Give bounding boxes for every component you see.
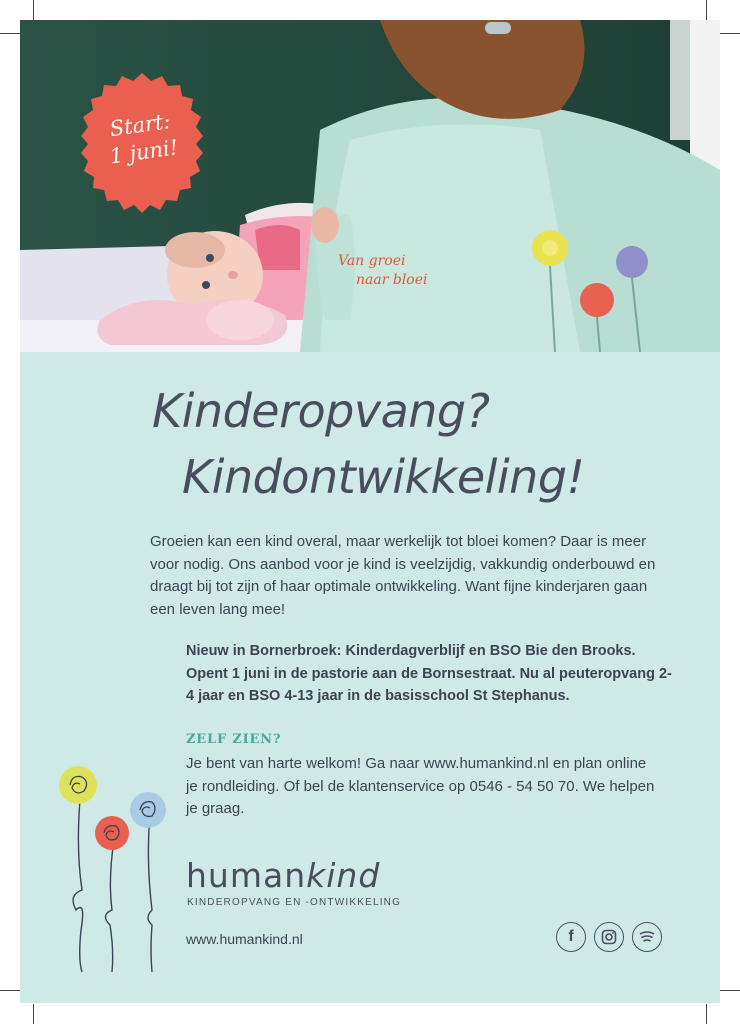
cta-heading: ZELF ZIEN? xyxy=(186,732,282,747)
tagline-line-2: naar bloei xyxy=(356,272,428,288)
podcast-icon[interactable] xyxy=(632,922,662,952)
tagline-line-1: Van groei xyxy=(338,253,406,269)
crop-mark xyxy=(33,1004,34,1024)
tagline xyxy=(338,252,427,290)
crop-mark xyxy=(720,33,740,34)
intro-paragraph: Groeien kan een kind overal, maar werkelijk tot bloei komen? Daar is meer voor nodig. Ons aanbod voor je kind is veelzijdig, vakkundig onderbouwd en draagt bij tot zijn of haar optimale ontwikkeling. Want fijne kinderjaren gaan een leven lang mee! xyxy=(150,533,656,618)
instagram-glyph xyxy=(601,929,617,945)
instagram-icon[interactable] xyxy=(594,922,624,952)
cta-paragraph: Je bent van harte welkom! Ga naar www.humankind.nl en plan online je rondleiding. Of bel de klantenservice op 0546 - 54 50 70. We helpen je graag. xyxy=(186,755,655,817)
flowers-illustration xyxy=(48,760,178,975)
waves-glyph xyxy=(638,930,656,944)
badge-line-1: Start: xyxy=(108,109,172,142)
crop-mark xyxy=(0,990,20,991)
news-paragraph: Nieuw in Bornerbroek: Kinderdagverblijf en BSO Bie den Brooks. Opent 1 juni in de pastorie aan de Bornsestraat. Nu al peuteropvang 2-4 jaar en BSO 4-13 jaar in de basisschool St Stephanus. xyxy=(186,643,672,704)
facebook-glyph: f xyxy=(568,928,574,945)
logo-part-1: human xyxy=(186,856,307,895)
headline-line-1: Kinderopvang? xyxy=(152,384,490,438)
crop-mark xyxy=(0,33,20,34)
humankind-logo xyxy=(186,856,380,895)
logo-part-2: kind xyxy=(306,856,381,895)
crop-mark xyxy=(706,0,707,20)
badge-line-2: 1 juni! xyxy=(108,135,180,169)
logo-subtitle: KINDEROPVANG EN -ONTWIKKELING xyxy=(187,897,402,908)
crop-mark xyxy=(33,0,34,20)
headline xyxy=(152,378,584,510)
headline-line-2: Kindontwikkeling! xyxy=(182,450,585,504)
website-url[interactable]: www.humankind.nl xyxy=(186,931,303,947)
crop-mark xyxy=(720,990,740,991)
facebook-icon[interactable] xyxy=(556,922,586,952)
crop-mark xyxy=(706,1004,707,1024)
